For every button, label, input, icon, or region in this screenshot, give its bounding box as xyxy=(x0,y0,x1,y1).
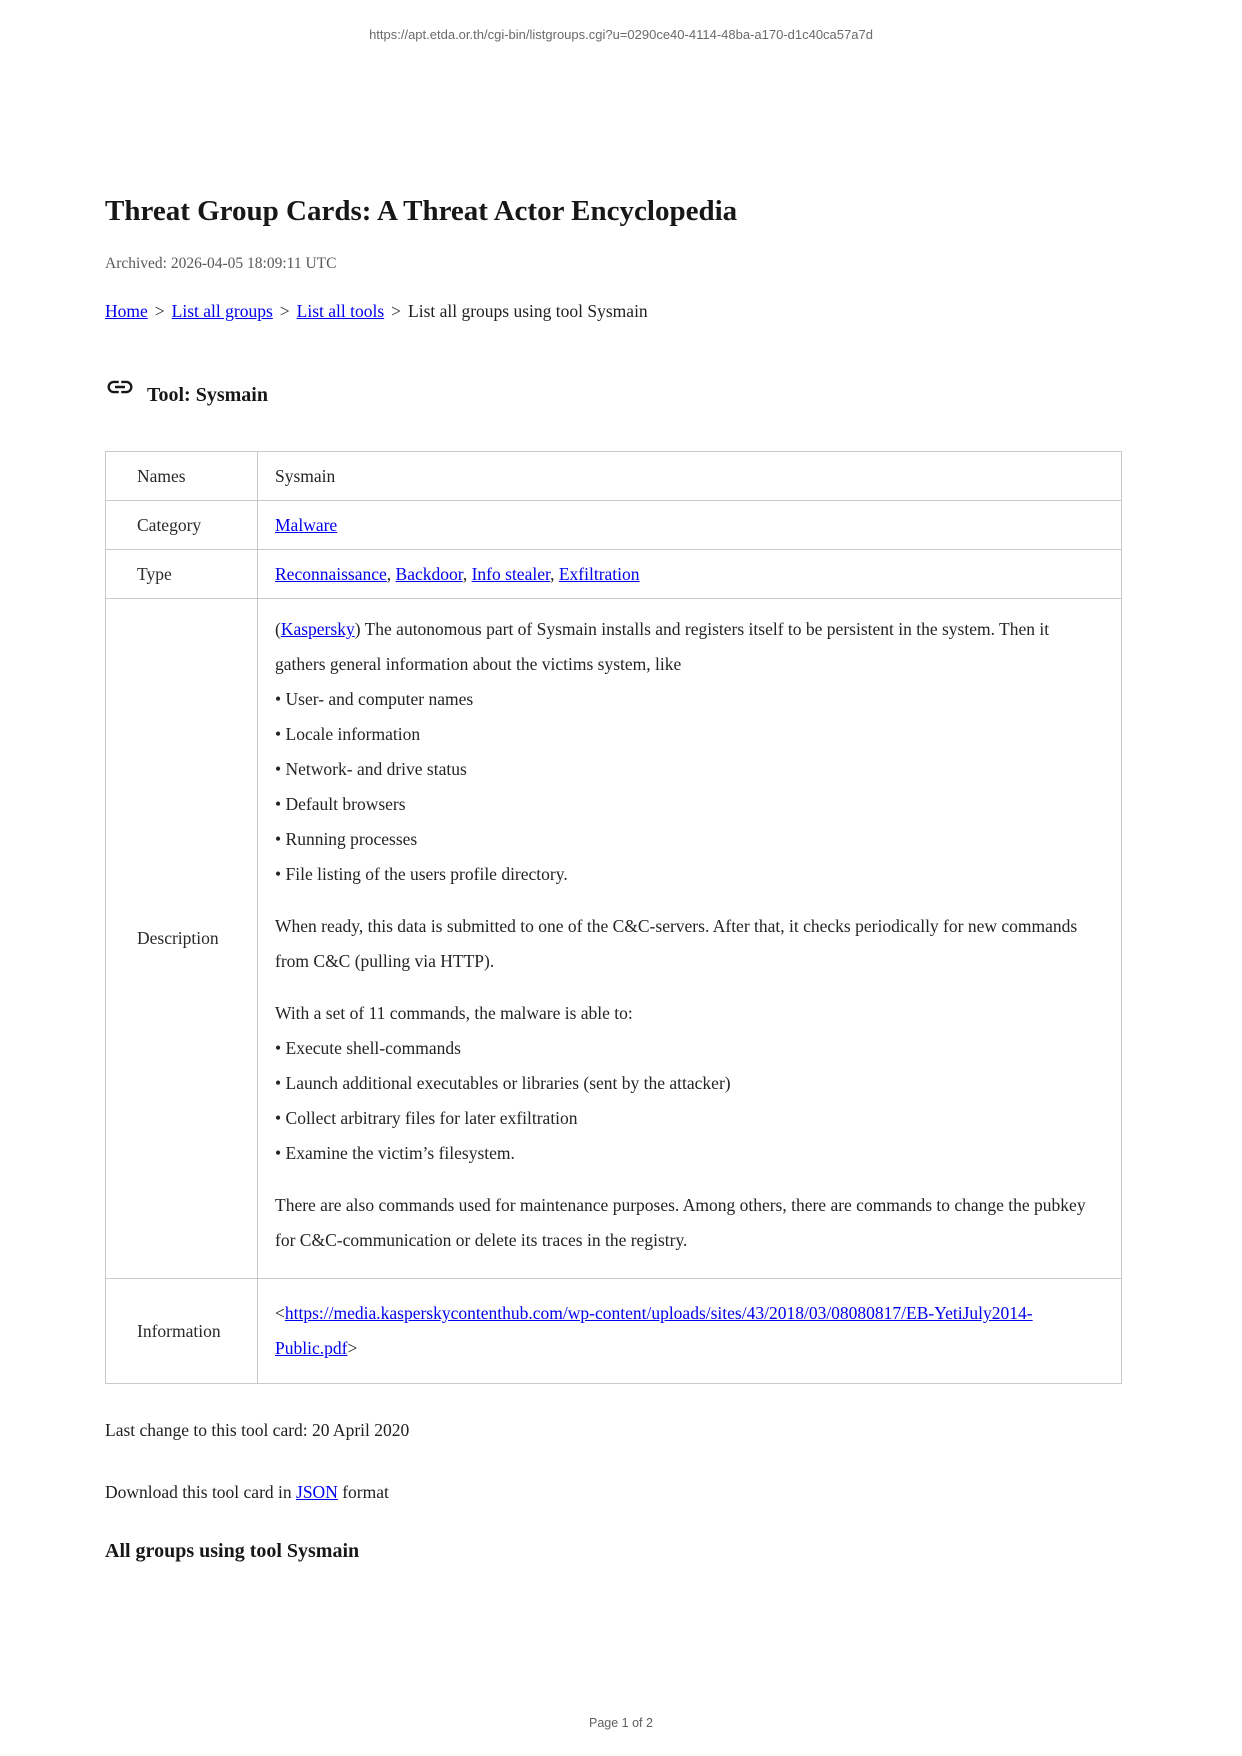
list-item: • Locale information xyxy=(275,717,1097,752)
breadcrumb-current: List all groups using tool Sysmain xyxy=(408,301,648,321)
type-links xyxy=(258,550,1122,599)
kaspersky-link[interactable]: Kaspersky xyxy=(280,619,355,639)
table-row-type xyxy=(106,550,1122,599)
description-label: Description xyxy=(106,599,258,1279)
tool-card-table xyxy=(105,451,1122,1384)
download-suffix: format xyxy=(337,1482,389,1502)
list-item: • Network- and drive status xyxy=(275,752,1097,787)
type-separator: , xyxy=(386,563,396,584)
breadcrumb-link-home[interactable]: Home xyxy=(105,301,148,321)
description-intro xyxy=(275,612,1097,682)
information-pdf-link[interactable]: https://media.kasperskycontenthub.com/wp-content/uploads/sites/43/2018/03/08080817/EB-YetiJuly2014-Public.pdf xyxy=(275,1303,1033,1358)
category-label: Category xyxy=(106,501,258,550)
type-separator: , xyxy=(462,563,472,584)
table-row-information xyxy=(106,1279,1122,1384)
information-label: Information xyxy=(106,1279,258,1384)
category-link-malware[interactable]: Malware xyxy=(275,514,338,535)
list-item: • Default browsers xyxy=(275,787,1097,822)
groups-heading: All groups using tool Sysmain xyxy=(105,1540,360,1562)
list-item: • Execute shell-commands xyxy=(275,1031,1097,1066)
type-separator: , xyxy=(550,563,559,584)
page-number: Page 1 of 2 xyxy=(589,1716,653,1730)
names-value: Sysmain xyxy=(258,452,1122,501)
breadcrumb-separator: > xyxy=(391,301,402,321)
page-content xyxy=(105,0,1123,1563)
list-item: • Launch additional executables or libraries (sent by the attacker) xyxy=(275,1066,1097,1101)
breadcrumb-separator: > xyxy=(279,301,290,321)
type-label: Type xyxy=(106,550,258,599)
type-link-backdoor[interactable]: Backdoor xyxy=(395,563,463,584)
names-label: Names xyxy=(106,452,258,501)
type-link-exfiltration[interactable]: Exfiltration xyxy=(558,563,640,584)
list-item: • Running processes xyxy=(275,822,1097,857)
description-paragraph: With a set of 11 commands, the malware is able to: xyxy=(275,1003,633,1023)
archived-timestamp: Archived: 2026-04-05 18:09:11 UTC xyxy=(105,255,337,272)
angle-bracket-close: > xyxy=(347,1338,358,1358)
breadcrumb xyxy=(105,301,1123,322)
list-item: • User- and computer names xyxy=(275,682,1097,717)
description-intro-text: ) The autonomous part of Sysmain installs and registers itself to be persistent in the system. Then it gathers general information about the victims system, like xyxy=(275,619,1050,674)
page-title: Threat Group Cards: A Threat Actor Encyclopedia xyxy=(105,195,738,227)
download-json-link[interactable]: JSON xyxy=(296,1482,338,1502)
tool-heading-label: Tool: Sysmain xyxy=(147,384,268,406)
tool-heading xyxy=(105,372,1123,407)
table-row-names xyxy=(106,452,1122,501)
download-prefix: Download this tool card in xyxy=(105,1482,297,1502)
link-icon[interactable] xyxy=(105,372,135,407)
table-row-description xyxy=(106,599,1122,1279)
list-item: • File listing of the users profile directory. xyxy=(275,857,1097,892)
angle-bracket-open: < xyxy=(275,1303,285,1323)
list-item: • Collect arbitrary files for later exfiltration xyxy=(275,1101,1097,1136)
description-paragraph: There are also commands used for maintenance purposes. Among others, there are commands to change the pubkey for C&C-communication or delete its traces in the registry. xyxy=(275,1195,1086,1250)
breadcrumb-link-list-all-tools[interactable]: List all tools xyxy=(296,301,385,321)
breadcrumb-separator: > xyxy=(154,301,165,321)
last-change-text: Last change to this tool card: 20 April 2020 xyxy=(105,1420,410,1440)
type-link-info-stealer[interactable]: Info stealer xyxy=(471,563,551,584)
description-paragraph: When ready, this data is submitted to one of the C&C-servers. After that, it checks periodically for new commands from C&C (pulling via HTTP). xyxy=(275,916,1078,971)
download-line xyxy=(105,1482,1123,1503)
list-item: • Examine the victim’s filesystem. xyxy=(275,1136,1097,1171)
print-header-url: https://apt.etda.or.th/cgi-bin/listgroups.cgi?u=0290ce40-4114-48ba-a170-d1c40ca57a7d xyxy=(369,27,873,42)
description-value xyxy=(258,599,1122,1279)
paren-open: ( xyxy=(275,619,281,639)
information-value xyxy=(258,1279,1122,1384)
breadcrumb-link-list-all-groups[interactable]: List all groups xyxy=(171,301,273,321)
table-row-category xyxy=(106,501,1122,550)
type-link-reconnaissance[interactable]: Reconnaissance xyxy=(275,563,387,584)
